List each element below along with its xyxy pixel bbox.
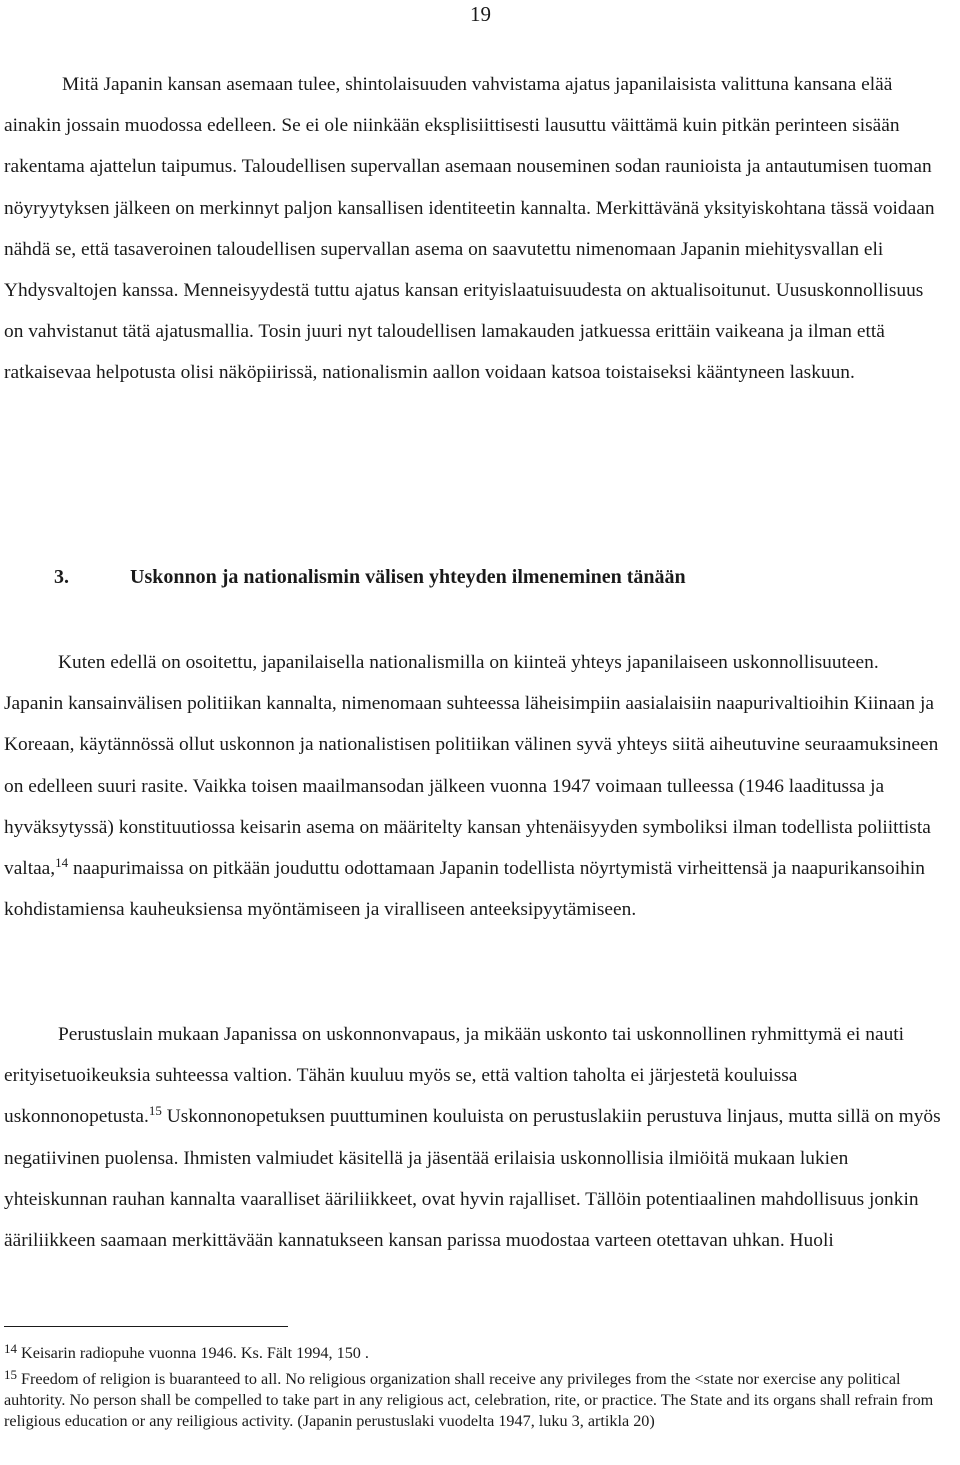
- footnote-ref-14[interactable]: 14: [55, 855, 69, 871]
- footnote-marker: 14: [4, 1341, 17, 1356]
- paragraph-text-part: Perustuslain mukaan Japanissa on uskonnonvapaus, ja mikään uskonto tai uskonnollinen ryhmittymä ei nauti erityisetuoikeuksia suhteessa valtion. Tähän kuuluu myös se, että valtion taholta ei järjestetä kouluissa uskonnonopetusta.: [4, 1024, 905, 1128]
- paragraph-religious-freedom: [4, 1014, 942, 1261]
- footnote-text: Freedom of religion is buaranteed to all. No religious organization shall receive any privileges from the <state nor exercise any political auhtority. No person shall be compelled to take part in any religious act, celebration, rite, or practice. The State and its organs shall refrain from religious education or any reiligious activity. (Japanin perustuslaki vuodelta 1947, luku 3, artikla 20): [4, 1370, 934, 1430]
- footnote-divider: [4, 1326, 288, 1327]
- footnote-15: [4, 1369, 954, 1432]
- footnote-marker: 15: [4, 1367, 17, 1382]
- section-number: 3.: [54, 566, 69, 588]
- footnote-text: Keisarin radiopuhe vuonna 1946. Ks. Fält 1994, 150 .: [21, 1344, 369, 1362]
- footnote-14: [4, 1343, 954, 1364]
- paragraph-text-part: Kuten edellä on osoitettu, japanilaisella nationalismilla on kiinteä yhteys japanilaiseen uskonnollisuuteen. Japanin kansainvälisen politiikan kannalta, nimenomaan suhteessa läheisimpiin aasialaisiin naapurivaltioihin Kiinaan ja Koreaan, käytännössä ollut uskonnon ja nationalistisen politiikan välinen syvä yhteys siitä aiheutuvine seuraamuksineen on edelleen suuri rasite. Vaikka toisen maailmansodan jälkeen vuonna 1947 voimaan tulleessa (1946 laaditussa ja hyväksytyssä) konstituutiossa keisarin asema on määritelty kansan yhtenäisyyden symboliksi ilman todellista poliittista valtaa,: [4, 652, 939, 880]
- paragraph-religion-nationalism-link: [4, 642, 942, 930]
- paragraph-text-part: Uskonnonopetuksen puuttuminen kouluista on perustuslakiin perustuva linjaus, mutta sillä on myös negatiivinen puolensa. Ihmisten valmiudet käsitellä ja jäsentää erilaisia uskonnollisia ilmiöitä mukaan lukien yhteiskunnan rauhan kannalta vaaralliset ääriliikkeet, ovat hyvin rajalliset. Tällöin potentiaalinen mahdollisuus jonkin ääriliikkeen saamaan merkittävään kannatukseen kansan parissa muodostaa varteen otettavan uhkan. Huoli: [4, 1106, 941, 1252]
- footnote-ref-15[interactable]: 15: [148, 1103, 162, 1119]
- section-heading: [54, 560, 686, 594]
- page-number: 19: [470, 2, 491, 26]
- paragraph-nationalism-summary: Mitä Japanin kansan asemaan tulee, shintolaisuuden vahvistama ajatus japanilaisista valittuna kansana elää ainakin jossain muodossa edelleen. Se ei ole niinkään eksplisiittisesti lausuttu väittämä kuin pitkän perinteen sisään rakentama ajattelun taipumus. Taloudellisen supervallan asemaan nouseminen sodan raunioista ja antautumisen tuoman nöyryytyksen jälkeen on merkinnyt paljon kansallisen identiteetin kannalta. Merkittävänä yksityiskohtana tässä voidaan nähdä se, että tasaveroinen taloudellisen supervallan asema on saavutettu nimenomaan Japanin miehitysvallan eli Yhdysvaltojen kanssa. Menneisyydestä tuttu ajatus kansan erityislaatuisuudesta on aktualisoitunut. Uususkonnollisuus on vahvistanut tätä ajatusmallia. Tosin juuri nyt taloudellisen lamakauden jatkuessa erittäin vaikeana ja ilman että ratkaisevaa helpotusta olisi näköpiirissä, nationalismin aallon voidaan katsoa toistaiseksi kääntyneen laskuun.: [4, 74, 935, 384]
- section-title: Uskonnon ja nationalismin välisen yhteyden ilmeneminen tänään: [130, 566, 686, 588]
- paragraph-text-part: naapurimaissa on pitkään jouduttu odottamaan Japanin todellista nöyrtymistä virheittensä ja naapurikansoihin kohdistamiensa kauheuksiensa myöntämiseen ja viralliseen anteeksipyytämiseen.: [4, 858, 925, 921]
